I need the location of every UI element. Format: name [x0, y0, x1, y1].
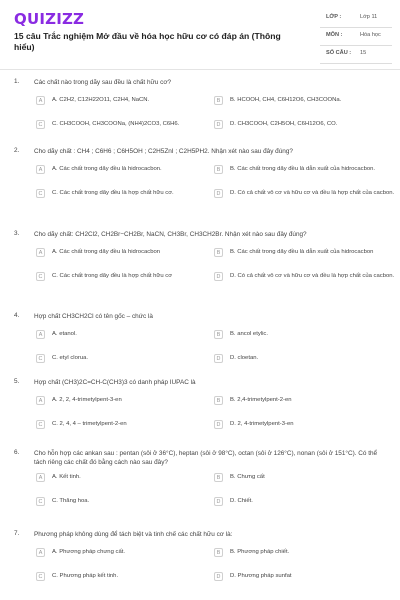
answer-option-b[interactable]: [214, 396, 394, 406]
question-text: Cho hỗn hợp các ankan sau : pentan (sôi ở 36°C), heptan (sôi ở 98°C), octan (sôi ở 126°C), nonan (sôi ở 151°C). Có thể tách riêng các chất đó bằng cách nào sau đây?: [34, 450, 378, 466]
question-number: 1.: [14, 78, 20, 85]
answer-option-d[interactable]: [214, 354, 394, 364]
meta-key: SỐ CÂU :: [326, 50, 352, 56]
option-letter-box: C: [36, 572, 45, 581]
option-text: D. Có cả chất vô cơ và hữu cơ và đều là hợp chất của cacbon.: [230, 273, 395, 279]
answer-option-d[interactable]: [214, 120, 394, 130]
option-text: D. Chiết.: [230, 498, 253, 504]
meta-table: [320, 10, 392, 64]
option-letter-box: B: [214, 396, 223, 405]
option-letter-box: B: [214, 96, 223, 105]
answer-option-c[interactable]: [36, 572, 206, 582]
meta-row: [320, 46, 392, 64]
option-text: B. Các chất trong dãy đều là dẫn xuất của hidrocacbon.: [230, 166, 376, 172]
option-text: B. HCOOH, CH4, C6H12O6, CH3COONa.: [230, 97, 342, 103]
option-text: C. Thăng hoa.: [52, 498, 90, 504]
option-text: D. Có cả chất vô cơ và hữu cơ và đều là hợp chất của cacbon.: [230, 190, 395, 196]
option-letter-box: B: [214, 473, 223, 482]
option-text: C. Các chất trong dãy đều là hợp chất hữu cơ: [52, 273, 173, 279]
answer-option-c[interactable]: [36, 120, 206, 130]
option-text: D. 2, 4-trimetylpent-3-en: [230, 421, 294, 427]
question-text: Cho dãy chất: CH2Cl2, CH2Br−CH2Br, NaCN, CH3Br, CH3CH2Br. Nhận xét nào sau đây đúng?: [34, 231, 307, 238]
meta-row: [320, 28, 392, 46]
answer-option-a[interactable]: [36, 473, 206, 483]
option-text: D. cloetan.: [230, 355, 259, 361]
option-letter-box: A: [36, 96, 45, 105]
answer-option-c[interactable]: [36, 189, 206, 199]
option-letter-box: C: [36, 120, 45, 129]
question-item: [0, 530, 400, 600]
page-title: 15 câu Trắc nghiệm Mở đầu về hóa học hữu cơ có đáp án (Thông hiểu): [14, 31, 281, 52]
question-text: Phương pháp không dùng để tách biệt và tinh chế các chất hữu cơ là:: [34, 531, 233, 538]
option-text: C. etyl clorua.: [52, 355, 89, 361]
option-letter-box: C: [36, 420, 45, 429]
option-text: A. etanol.: [52, 331, 77, 337]
question-item: [0, 78, 400, 147]
option-letter-box: D: [214, 272, 223, 281]
option-letter-box: B: [214, 548, 223, 557]
option-text: D. CH3COOH, C2H5OH, C6H12O6, CO.: [230, 121, 338, 127]
option-letter-box: A: [36, 548, 45, 557]
answer-option-c[interactable]: [36, 420, 206, 430]
question-text: Hợp chất (CH3)2C=CH-C(CH3)3 có danh pháp IUPAC là: [34, 379, 196, 386]
answer-option-d[interactable]: [214, 189, 394, 199]
meta-value: Hóa học: [360, 32, 381, 38]
option-text: C. CH3COOH, CH3COONa, (NH4)2CO3, C6H6.: [52, 121, 180, 127]
option-letter-box: C: [36, 354, 45, 363]
option-letter-box: A: [36, 248, 45, 257]
question-number: 5.: [14, 378, 20, 385]
option-letter-box: D: [214, 572, 223, 581]
answer-option-c[interactable]: [36, 272, 206, 282]
answer-option-c[interactable]: [36, 497, 206, 507]
answer-option-a[interactable]: [36, 330, 206, 340]
question-number: 3.: [14, 230, 20, 237]
option-text: B. Phương pháp chiết.: [230, 549, 290, 555]
option-text: A. Các chất trong dãy đều là hidrocacbon.: [52, 166, 162, 172]
option-text: A. Kết tinh.: [52, 474, 81, 480]
answer-option-b[interactable]: [214, 165, 394, 175]
answer-option-d[interactable]: [214, 572, 394, 582]
option-letter-box: A: [36, 165, 45, 174]
option-text: C. 2, 4, 4 – trimetylpent-2-en: [52, 421, 127, 427]
option-letter-box: B: [214, 165, 223, 174]
answer-option-b[interactable]: [214, 473, 394, 483]
option-text: C. Phương pháp kết tinh.: [52, 573, 119, 579]
option-text: A. C2H2, C12H22O11, C2H4, NaCN.: [52, 97, 150, 103]
option-text: A. Phương pháp chưng cất.: [52, 549, 125, 555]
question-item: [0, 378, 400, 449]
answer-option-a[interactable]: [36, 165, 206, 175]
option-letter-box: C: [36, 189, 45, 198]
option-letter-box: C: [36, 272, 45, 281]
question-item: [0, 147, 400, 230]
option-letter-box: B: [214, 248, 223, 257]
option-letter-box: D: [214, 497, 223, 506]
answer-option-b[interactable]: [214, 330, 394, 340]
option-letter-box: A: [36, 473, 45, 482]
answer-option-a[interactable]: [36, 248, 206, 258]
option-letter-box: D: [214, 354, 223, 363]
option-text: A. 2, 2, 4-trimetylpent-3-en: [52, 397, 122, 403]
answer-option-d[interactable]: [214, 272, 394, 282]
question-item: [0, 449, 400, 530]
header-divider: [0, 69, 400, 70]
option-text: B. ancol etylic.: [230, 331, 268, 337]
question-item: [0, 312, 400, 378]
question-item: [0, 230, 400, 312]
answer-option-b[interactable]: [214, 96, 394, 106]
meta-row: [320, 10, 392, 28]
option-letter-box: B: [214, 330, 223, 339]
option-letter-box: A: [36, 330, 45, 339]
option-text: B. 2,4-trimetylpent-2-en: [230, 397, 292, 403]
option-text: D. Phương pháp sunfat: [230, 573, 292, 579]
worksheet-header: [0, 0, 400, 68]
option-letter-box: D: [214, 420, 223, 429]
meta-value: 15: [360, 50, 367, 56]
meta-key: LỚP :: [326, 14, 342, 20]
option-text: B. Các chất trong dãy đều là dẫn xuất của hidrocacbon: [230, 249, 374, 255]
question-text: Các chất nào trong dãy sau đều là chất hữu cơ?: [34, 79, 172, 86]
question-number: 4.: [14, 312, 20, 319]
option-text: B. Chưng cất: [230, 474, 265, 480]
option-text: A. Các chất trong dãy đều là hidrocacbon: [52, 249, 161, 255]
answer-option-a[interactable]: [36, 548, 206, 558]
quizizz-logo[interactable]: QUIZIZZ: [14, 10, 85, 28]
option-text: C. Các chất trong dãy đều là hợp chất hữu cơ.: [52, 190, 174, 196]
answer-option-c[interactable]: [36, 354, 206, 364]
option-letter-box: A: [36, 396, 45, 405]
question-text: Cho dãy chất : CH4 ; C6H6 ; C6H5OH ; C2H5ZnI ; C2H5PH2. Nhận xét nào sau đây đúng?: [34, 148, 293, 155]
option-letter-box: C: [36, 497, 45, 506]
meta-value: Lớp 11: [360, 14, 378, 20]
question-number: 2.: [14, 147, 20, 154]
question-number: 6.: [14, 449, 20, 456]
question-number: 7.: [14, 530, 20, 537]
meta-key: MÔN :: [326, 32, 343, 38]
answer-option-d[interactable]: [214, 420, 394, 430]
option-letter-box: D: [214, 189, 223, 198]
answer-option-d[interactable]: [214, 497, 394, 507]
answer-option-b[interactable]: [214, 248, 394, 258]
option-letter-box: D: [214, 120, 223, 129]
answer-option-b[interactable]: [214, 548, 394, 558]
question-text: Hợp chất CH3CH2Cl có tên gốc – chức là: [34, 313, 153, 320]
answer-option-a[interactable]: [36, 96, 206, 106]
answer-option-a[interactable]: [36, 396, 206, 406]
